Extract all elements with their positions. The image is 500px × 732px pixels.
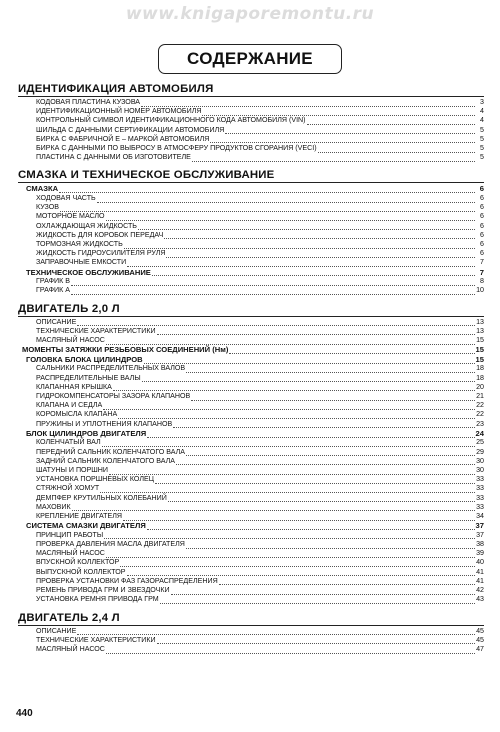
entry-label: ХОДОВАЯ ЧАСТЬ	[36, 194, 96, 203]
dot-leader	[155, 478, 475, 484]
entry-page-number: 37	[476, 530, 484, 539]
dot-leader	[109, 469, 475, 475]
entry-page-number: 15	[475, 354, 484, 364]
dot-leader	[147, 524, 475, 530]
dot-leader	[106, 339, 475, 345]
entry-label: ЖИДКОСТЬ ДЛЯ КОРОБОК ПЕРЕДАЧ	[36, 230, 164, 239]
dot-leader	[186, 450, 475, 456]
entry-page-number: 45	[476, 626, 484, 635]
dot-leader	[144, 358, 475, 364]
toc-entry[interactable]	[18, 540, 484, 549]
entry-page-number: 30	[476, 466, 484, 475]
dot-leader	[210, 137, 475, 143]
entry-label: ДЕМПФЕР КРУТИЛЬНЫХ КОЛЕБАНИЙ	[36, 493, 167, 502]
dot-leader	[173, 422, 475, 428]
entry-page-number: 13	[476, 317, 484, 326]
toc-entry[interactable]	[18, 286, 484, 295]
dot-leader	[171, 589, 475, 595]
entry-label: ЗАДНИЙ САЛЬНИК КОЛЕНЧАТОГО ВАЛА	[36, 456, 175, 465]
entry-page-number: 5	[480, 134, 484, 143]
entry-page-number: 6	[480, 221, 484, 230]
toc-subheading[interactable]	[18, 521, 484, 531]
entry-page-number: 13	[476, 326, 484, 335]
entry-label: ТЕХНИЧЕСКИЕ ХАРАКТЕРИСТИКИ	[36, 326, 156, 335]
entry-page-number: 18	[476, 364, 484, 373]
dot-leader	[103, 404, 475, 410]
entry-page-number: 5	[480, 144, 484, 153]
entry-page-number: 41	[476, 567, 484, 576]
entry-label: УСТАНОВКА РЕМНЯ ПРИВОДА ГРМ	[36, 595, 159, 604]
toc-entry[interactable]	[18, 627, 484, 636]
entry-page-number: 5	[480, 153, 484, 162]
dot-leader	[77, 320, 475, 326]
dot-leader	[318, 147, 475, 153]
entry-page-number: 6	[480, 230, 484, 239]
entry-label: СИСТЕМА СМАЗКИ ДВИГАТЕЛЯ	[26, 521, 146, 531]
entry-page-number: 33	[476, 502, 484, 511]
entry-page-number: 47	[476, 644, 484, 653]
dot-leader	[186, 367, 475, 373]
dot-leader	[186, 543, 475, 549]
dot-leader	[102, 441, 475, 447]
dot-leader	[191, 395, 475, 401]
entry-label: КОРОМЫСЛА КЛАПАНА	[36, 410, 118, 419]
entry-page-number: 5	[480, 125, 484, 134]
entry-page-number: 41	[476, 576, 484, 585]
entry-label: БЛОК ЦИЛИНДРОВ ДВИГАТЕЛЯ	[26, 428, 147, 438]
toc-entry[interactable]	[18, 577, 484, 586]
entry-label: ИДЕНТИФИКАЦИОННЫЙ НОМЕР АВТОМОБИЛЯ	[36, 107, 202, 116]
entry-label: ШИЛЬДА С ДАННЫМИ СЕРТИФИКАЦИИ АВТОМОБИЛЯ	[36, 125, 225, 134]
toc-entry[interactable]	[18, 116, 484, 125]
page-title: СОДЕРЖАНИЕ	[187, 49, 313, 68]
entry-page-number: 10	[476, 286, 484, 295]
toc-entry[interactable]	[18, 383, 484, 392]
entry-label: ПЕРЕДНИЙ САЛЬНИК КОЛЕНЧАТОГО ВАЛА	[36, 447, 186, 456]
entry-page-number: 8	[480, 277, 484, 286]
dot-leader	[164, 233, 475, 239]
toc-entry[interactable]	[18, 240, 484, 249]
dot-leader	[176, 459, 475, 465]
dot-leader	[60, 206, 475, 212]
toc-entry[interactable]	[18, 194, 484, 203]
dot-leader	[229, 348, 474, 354]
dot-leader	[141, 101, 475, 107]
toc-entry[interactable]	[18, 448, 484, 457]
dot-leader	[138, 224, 475, 230]
entry-label: ГРАФИК А	[36, 286, 70, 295]
entry-label: РАСПРЕДЕЛИТЕЛЬНЫЕ ВАЛЫ	[36, 373, 141, 382]
entry-page-number: 24	[475, 428, 484, 438]
toc-entry[interactable]	[18, 568, 484, 577]
dot-leader	[307, 119, 475, 125]
toc-entry[interactable]	[18, 258, 484, 267]
dot-leader	[123, 515, 475, 521]
toc-entry[interactable]	[18, 636, 484, 645]
entry-page-number: 30	[476, 456, 484, 465]
entry-page-number: 6	[480, 194, 484, 203]
dot-leader	[157, 329, 475, 335]
entry-label: КОЛЕНЧАТЫЙ ВАЛ	[36, 438, 101, 447]
toc-entry[interactable]	[18, 277, 484, 286]
dot-leader	[219, 579, 475, 585]
toc-entry[interactable]	[18, 364, 484, 373]
toc-entry[interactable]	[18, 410, 484, 419]
entry-label: ОХЛАЖДАЮЩАЯ ЖИДКОСТЬ	[36, 221, 137, 230]
entry-page-number: 3	[480, 98, 484, 106]
entry-page-number: 4	[480, 107, 484, 116]
dot-leader	[127, 570, 475, 576]
dot-leader	[106, 552, 475, 558]
entry-page-number: 33	[476, 484, 484, 493]
toc-section	[18, 303, 484, 605]
toc-entry[interactable]	[18, 327, 484, 336]
toc-subheading[interactable]	[18, 355, 484, 365]
entry-page-number: 39	[476, 549, 484, 558]
toc-entry[interactable]	[18, 484, 484, 493]
entry-page-number: 34	[476, 512, 484, 521]
entry-label: КРЕПЛЕНИЕ ДВИГАТЕЛЯ	[36, 512, 123, 521]
entry-label: МОМЕНТЫ ЗАТЯЖКИ РЕЗЬБОВЫХ СОЕДИНЕНИЙ (Нм)	[22, 345, 229, 355]
toc-section	[18, 612, 484, 655]
dot-leader	[192, 156, 475, 162]
dot-leader	[147, 432, 474, 438]
entry-label: МОТОРНОЕ МАСЛО	[36, 212, 105, 221]
toc-entry[interactable]	[18, 558, 484, 567]
toc-entry[interactable]	[18, 231, 484, 240]
dot-leader	[157, 638, 475, 644]
entry-label: ШАТУНЫ И ПОРШНИ	[36, 466, 109, 475]
entry-page-number: 42	[476, 586, 484, 595]
dot-leader	[202, 110, 475, 116]
entry-label: ТЕХНИЧЕСКИЕ ХАРАКТЕРИСТИКИ	[36, 635, 156, 644]
entry-label: БИРКА С ДАННЫМИ ПО ВЫБРОСУ В АТМОСФЕРУ ПРОДУКТОВ СГОРАНИЯ (VECI)	[36, 144, 317, 153]
entry-label: РЕМЕНЬ ПРИВОДА ГРМ И ЗВЕЗДОЧКИ	[36, 586, 170, 595]
toc-entry[interactable]	[18, 249, 484, 258]
entry-label: СМАЗКА	[26, 184, 59, 194]
section-heading: СМАЗКА И ТЕХНИЧЕСКОЕ ОБСЛУЖИВАНИЕ	[18, 169, 484, 183]
toc-entry[interactable]	[18, 457, 484, 466]
watermark: www.knigaporemontu.ru	[125, 4, 375, 24]
entry-page-number: 21	[476, 392, 484, 401]
entry-label: ПРИНЦИП РАБОТЫ	[36, 530, 104, 539]
toc-entry[interactable]	[18, 98, 484, 107]
dot-leader	[168, 496, 475, 502]
dot-leader	[100, 487, 475, 493]
entry-page-number: 25	[476, 438, 484, 447]
toc-entry[interactable]	[18, 203, 484, 212]
toc-subheading[interactable]	[18, 184, 484, 194]
page-number: 440	[16, 708, 33, 719]
entry-page-number: 20	[476, 382, 484, 391]
toc-subheading[interactable]	[18, 268, 484, 278]
section-heading: ИДЕНТИФИКАЦИЯ АВТОМОБИЛЯ	[18, 83, 484, 97]
title-box	[158, 44, 342, 74]
entry-page-number: 22	[476, 410, 484, 419]
entry-label: МАСЛЯНЫЙ НАСОС	[36, 336, 105, 345]
entry-label: ГОЛОВКА БЛОКА ЦИЛИНДРОВ	[26, 354, 143, 364]
dot-leader	[59, 187, 475, 193]
toc-entry[interactable]	[18, 374, 484, 383]
entry-label: КОНТРОЛЬНЫЙ СИМВОЛ ИДЕНТИФИКАЦИОННОГО КОДА АВТОМОБИЛЯ (VIN)	[36, 116, 306, 125]
dot-leader	[166, 252, 475, 258]
entry-label: ОПИСАНИЕ	[36, 317, 77, 326]
entry-page-number: 15	[476, 336, 484, 345]
toc-entry[interactable]	[18, 494, 484, 503]
entry-page-number: 33	[476, 493, 484, 502]
dot-leader	[225, 128, 475, 134]
entry-page-number: 37	[475, 521, 484, 531]
entry-label: КУЗОВ	[36, 203, 60, 212]
toc-entry[interactable]	[18, 222, 484, 231]
dot-leader	[118, 413, 475, 419]
toc-entry[interactable]	[18, 336, 484, 345]
toc-entry[interactable]	[18, 503, 484, 512]
toc-entry[interactable]	[18, 135, 484, 144]
entry-label: ЖИДКОСТЬ ГИДРОУСИЛИТЕЛЯ РУЛЯ	[36, 249, 166, 258]
entry-label: БИРКА С ФАБРИЧНОЙ Е – МАРКОЙ АВТОМОБИЛЯ	[36, 134, 210, 143]
toc-entry[interactable]	[18, 531, 484, 540]
entry-label: ВПУСКНОЙ КОЛЛЕКТОР	[36, 558, 120, 567]
entry-label: ТЕХНИЧЕСКОЕ ОБСЛУЖИВАНИЕ	[26, 267, 151, 277]
entry-label: КЛАПАННАЯ КРЫШКА	[36, 382, 112, 391]
toc-entry[interactable]	[18, 345, 484, 355]
entry-label: ТОРМОЗНАЯ ЖИДКОСТЬ	[36, 240, 123, 249]
entry-page-number: 6	[479, 184, 484, 194]
entry-page-number: 38	[476, 540, 484, 549]
entry-label: КЛАПАНА И СЕДЛА	[36, 401, 103, 410]
entry-label: ГИДРОКОМПЕНСАТОРЫ ЗАЗОРА КЛАПАНОВ	[36, 392, 191, 401]
entry-page-number: 6	[480, 240, 484, 249]
entry-label: ВЫПУСКНОЙ КОЛЛЕКТОР	[36, 567, 126, 576]
dot-leader	[106, 215, 475, 221]
toc-entry[interactable]	[18, 392, 484, 401]
entry-label: МАСЛЯНЫЙ НАСОС	[36, 644, 105, 653]
entry-page-number: 40	[476, 558, 484, 567]
dot-leader	[104, 533, 475, 539]
dot-leader	[124, 243, 475, 249]
entry-page-number: 6	[480, 249, 484, 258]
toc-entry[interactable]	[18, 420, 484, 429]
entry-label: ЗАПРАВОЧНЫЕ ЕМКОСТИ	[36, 258, 127, 267]
toc-subheading[interactable]	[18, 429, 484, 439]
entry-page-number: 45	[476, 635, 484, 644]
toc-section	[18, 169, 484, 295]
dot-leader	[97, 197, 475, 203]
dot-leader	[106, 648, 475, 654]
dot-leader	[152, 270, 475, 276]
entry-label: ОПИСАНИЕ	[36, 626, 77, 635]
toc-entry[interactable]	[18, 144, 484, 153]
entry-page-number: 7	[480, 258, 484, 267]
entry-label: ПРОВЕРКА ДАВЛЕНИЯ МАСЛА ДВИГАТЕЛЯ	[36, 540, 185, 549]
dot-leader	[120, 561, 475, 567]
dot-leader	[113, 385, 475, 391]
toc-entry[interactable]	[18, 466, 484, 475]
entry-label: УСТАНОВКА ПОРШНЕВЫХ КОЛЕЦ	[36, 475, 154, 484]
entry-label: ПРОВЕРКА УСТАНОВКИ ФАЗ ГАЗОРАСПРЕДЕЛЕНИЯ	[36, 576, 218, 585]
toc-entry[interactable]	[18, 438, 484, 447]
entry-page-number: 29	[476, 447, 484, 456]
entry-page-number: 7	[479, 267, 484, 277]
entry-page-number: 33	[476, 475, 484, 484]
section-heading: ДВИГАТЕЛЬ 2,4 Л	[18, 612, 484, 626]
entry-page-number: 18	[476, 373, 484, 382]
entry-page-number: 15	[475, 345, 484, 355]
entry-label: КОДОВАЯ ПЛАСТИНА КУЗОВА	[36, 98, 141, 106]
dot-leader	[77, 629, 475, 635]
toc-entry[interactable]	[18, 512, 484, 521]
section-heading: ДВИГАТЕЛЬ 2,0 Л	[18, 303, 484, 317]
entry-label: ПЛАСТИНА С ДАННЫМИ ОБ ИЗГОТОВИТЕЛЕ	[36, 153, 191, 162]
dot-leader	[127, 261, 475, 267]
entry-label: ПРУЖИНЫ И УПЛОТНЕНИЯ КЛАПАНОВ	[36, 419, 173, 428]
toc-entry[interactable]	[18, 401, 484, 410]
entry-page-number: 6	[480, 212, 484, 221]
toc-entry[interactable]	[18, 212, 484, 221]
entry-label: СТЯЖНОЙ ХОМУТ	[36, 484, 100, 493]
entry-page-number: 22	[476, 401, 484, 410]
dot-leader	[71, 289, 475, 295]
toc-entry[interactable]	[18, 645, 484, 654]
entry-page-number: 6	[480, 203, 484, 212]
entry-page-number: 4	[480, 116, 484, 125]
entry-page-number: 23	[476, 419, 484, 428]
toc-entry[interactable]	[18, 153, 484, 162]
table-of-contents	[18, 82, 484, 654]
entry-label: САЛЬНИКИ РАСПРЕДЕЛИТЕЛЬНЫХ ВАЛОВ	[36, 364, 186, 373]
entry-label: МАСЛЯНЫЙ НАСОС	[36, 549, 105, 558]
toc-section	[18, 83, 484, 162]
toc-entry[interactable]	[18, 318, 484, 327]
toc-entry[interactable]	[18, 126, 484, 135]
entry-page-number: 43	[476, 595, 484, 604]
dot-leader	[142, 376, 475, 382]
toc-entry[interactable]	[18, 595, 484, 604]
dot-leader	[72, 505, 475, 511]
dot-leader	[71, 280, 475, 286]
toc-entry[interactable]	[18, 586, 484, 595]
dot-leader	[160, 598, 475, 604]
entry-label: МАХОВИК	[36, 502, 71, 511]
entry-label: ГРАФИК В	[36, 277, 70, 286]
